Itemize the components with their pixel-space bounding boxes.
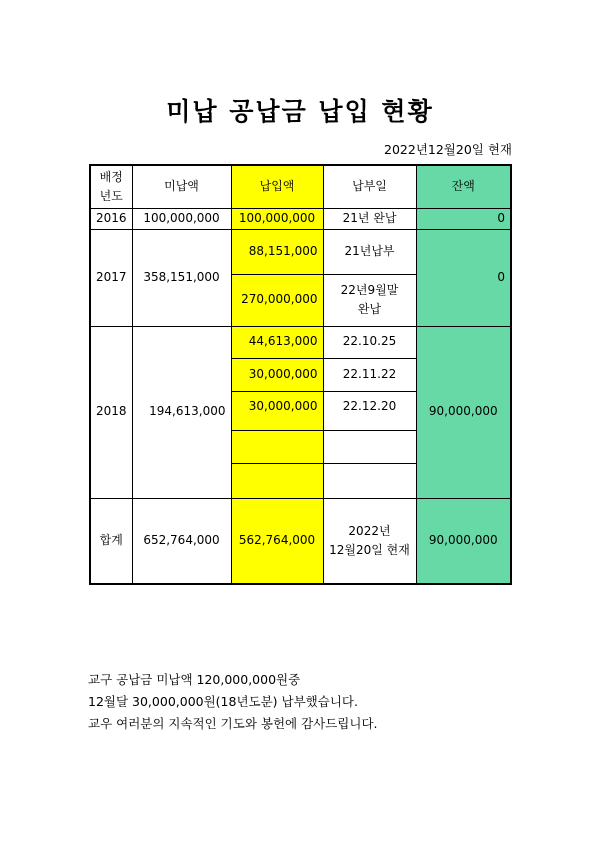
balance-cell: 0 xyxy=(416,208,511,229)
as-of-date: 2022년12월20일 현재 xyxy=(384,142,512,157)
payment-date-cell xyxy=(323,463,416,498)
balance-cell: 0 xyxy=(416,229,511,326)
paid-cell: 270,000,000 xyxy=(231,274,323,326)
paid-cell: 30,000,000 xyxy=(231,358,323,391)
payment-date-cell: 22년9월말 완납 xyxy=(323,274,416,326)
year-cell: 2016 xyxy=(90,208,132,229)
paid-cell xyxy=(231,430,323,463)
total-label: 합계 xyxy=(90,498,132,584)
header-paid: 납입액 xyxy=(231,165,323,208)
total-unpaid: 652,764,000 xyxy=(132,498,231,584)
table-row xyxy=(90,229,511,274)
year-cell: 2017 xyxy=(90,229,132,326)
note-line: 12월달 30,000,000원(18년도분) 납부했습니다. xyxy=(88,694,358,709)
page-title: 미납 공납금 납입 현황 xyxy=(166,97,434,126)
unpaid-cell: 358,151,000 xyxy=(132,229,231,326)
note-line: 교구 공납금 미납액 120,000,000원중 xyxy=(88,672,301,687)
payment-date-cell xyxy=(323,430,416,463)
total-balance: 90,000,000 xyxy=(416,498,511,584)
payment-status-table xyxy=(89,164,512,585)
note-line: 교우 여러분의 지속적인 기도와 봉헌에 감사드립니다. xyxy=(88,716,378,731)
header-year: 배정 년도 xyxy=(90,165,132,208)
payment-date-cell: 22.12.20 xyxy=(323,391,416,430)
table-row xyxy=(90,326,511,358)
header-balance: 잔액 xyxy=(416,165,511,208)
header-unpaid: 미납액 xyxy=(132,165,231,208)
balance-cell: 90,000,000 xyxy=(416,326,511,498)
year-cell: 2018 xyxy=(90,326,132,498)
paid-cell xyxy=(231,463,323,498)
payment-date-cell: 22.10.25 xyxy=(323,326,416,358)
paid-cell: 88,151,000 xyxy=(231,229,323,274)
total-paid: 562,764,000 xyxy=(231,498,323,584)
unpaid-cell: 100,000,000 xyxy=(132,208,231,229)
header-payment-date: 납부일 xyxy=(323,165,416,208)
paid-cell: 30,000,000 xyxy=(231,391,323,430)
paid-cell: 44,613,000 xyxy=(231,326,323,358)
unpaid-cell: 194,613,000 xyxy=(132,326,231,498)
notes xyxy=(88,669,378,735)
paid-cell: 100,000,000 xyxy=(231,208,323,229)
table-row xyxy=(90,208,511,229)
payment-date-cell: 21년 완납 xyxy=(323,208,416,229)
payment-date-cell: 22.11.22 xyxy=(323,358,416,391)
header-row xyxy=(90,165,511,208)
total-date: 2022년 12월20일 현재 xyxy=(323,498,416,584)
total-row xyxy=(90,498,511,584)
payment-date-cell: 21년납부 xyxy=(323,229,416,274)
